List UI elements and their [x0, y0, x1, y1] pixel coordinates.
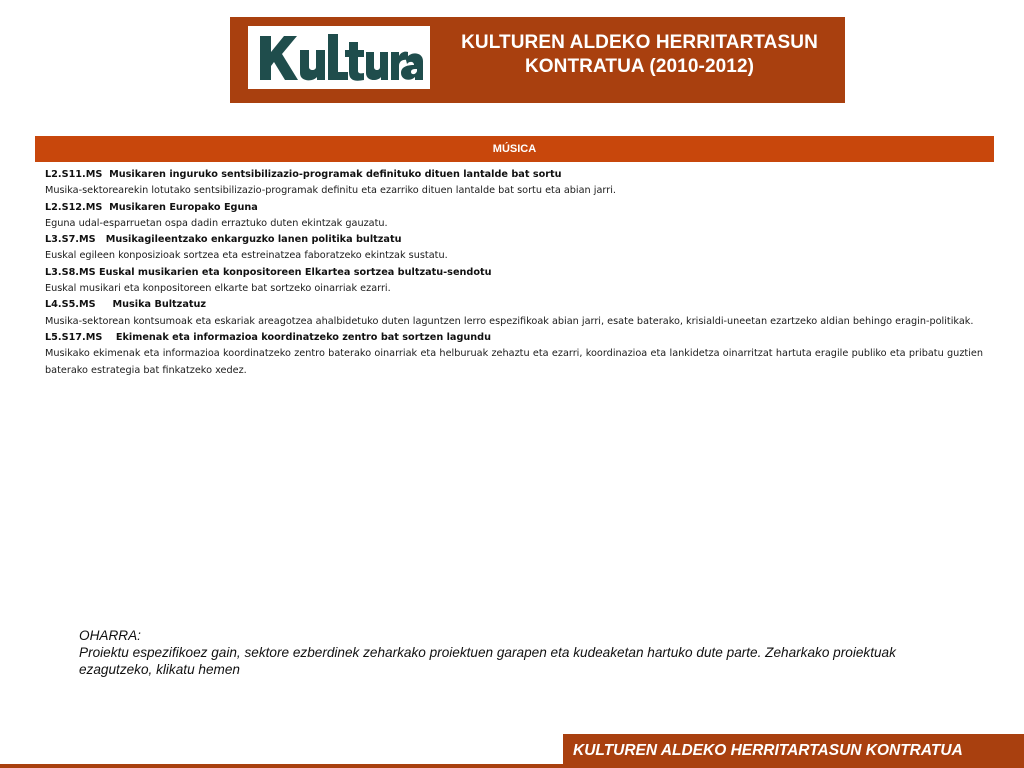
item-title: L4.S5.MS Musika Bultzatuz [45, 299, 207, 311]
item-description: Musikako ekimenak eta informazioa koordinatzeko zentro baterako oinarriak eta helburuak zehaztu eta ezarri, koordinazioa eta lankidetza oinarritzat hartuta eragile publiko eta pribatu guztien baterako estrategia bat finkatzeko xedez. [45, 348, 983, 376]
kultura-logo [248, 26, 430, 89]
kultura-logo-graphic [254, 30, 424, 86]
items-list [45, 167, 983, 379]
section-title-bar [35, 136, 994, 162]
item-description: Euskal egileen konposizioak sortzea eta estreinatzea faboratzeko ekintzak sustatu. [45, 250, 448, 262]
note-body [79, 644, 959, 678]
footer-text: KULTUREN ALDEKO HERRITARTASUN KONTRATUA [573, 742, 963, 759]
header-title [442, 31, 837, 79]
item-title: L2.S12.MS Musikaren Europako Eguna [45, 201, 258, 213]
list-item [45, 297, 983, 330]
note-text: Proiektu espezifikoez gain, sektore ezberdinek zeharkako proiektuen garapen eta kudeaketan hartuko dute parte. Zeharkako proiektuak ezagutzeko, [79, 645, 896, 677]
list-item [45, 330, 983, 379]
note-link[interactable]: klikatu hemen [156, 662, 240, 677]
section-title: MÚSICA [492, 143, 537, 155]
header-title-line1: KULTUREN ALDEKO HERRITARTASUN [461, 32, 818, 53]
item-description: Eguna udal-esparruetan ospa dadin erraztuko duten ekintzak gauzatu. [45, 217, 388, 229]
item-title: L3.S7.MS Musikagileentzako enkarguzko lanen politika bultzatu [45, 234, 402, 246]
item-description: Euskal musikari eta konpositoreen elkarte bat sortzeko oinarriak ezarri. [45, 283, 391, 295]
item-title: L5.S17.MS Ekimenak eta informazioa koordinatzeko zentro bat sortzen lagundu [45, 331, 492, 343]
item-description: Musika-sektorean kontsumoak eta eskariak areagotzea ahalbidetuko duten laguntzen lerro espezifikoak abian jarri, esate baterako, krisialdi-uneetan ezartzeko aldian behingo eragin-politikak. [45, 315, 974, 327]
list-item [45, 167, 983, 200]
list-item [45, 200, 983, 233]
list-item [45, 232, 983, 265]
header-title-line2: KONTRATUA (2010-2012) [524, 56, 755, 77]
item-title: L2.S11.MS Musikaren inguruko sentsibilizazio-programak definituko dituen lantalde bat sortu [45, 169, 562, 180]
note-block [79, 627, 959, 678]
footer-banner [563, 734, 1024, 768]
note-label: OHARRA: [79, 628, 141, 643]
list-item [45, 265, 983, 298]
header-banner [230, 17, 845, 103]
item-title: L3.S8.MS Euskal musikarien eta konpositoreen Elkartea sortzea bultzatu-sendotu [45, 266, 492, 278]
item-description: Musika-sektorearekin lotutako sentsibilizazio-programak definitu eta ezarriko dituen lantalde bat sortu eta abian jarri. [45, 185, 616, 197]
